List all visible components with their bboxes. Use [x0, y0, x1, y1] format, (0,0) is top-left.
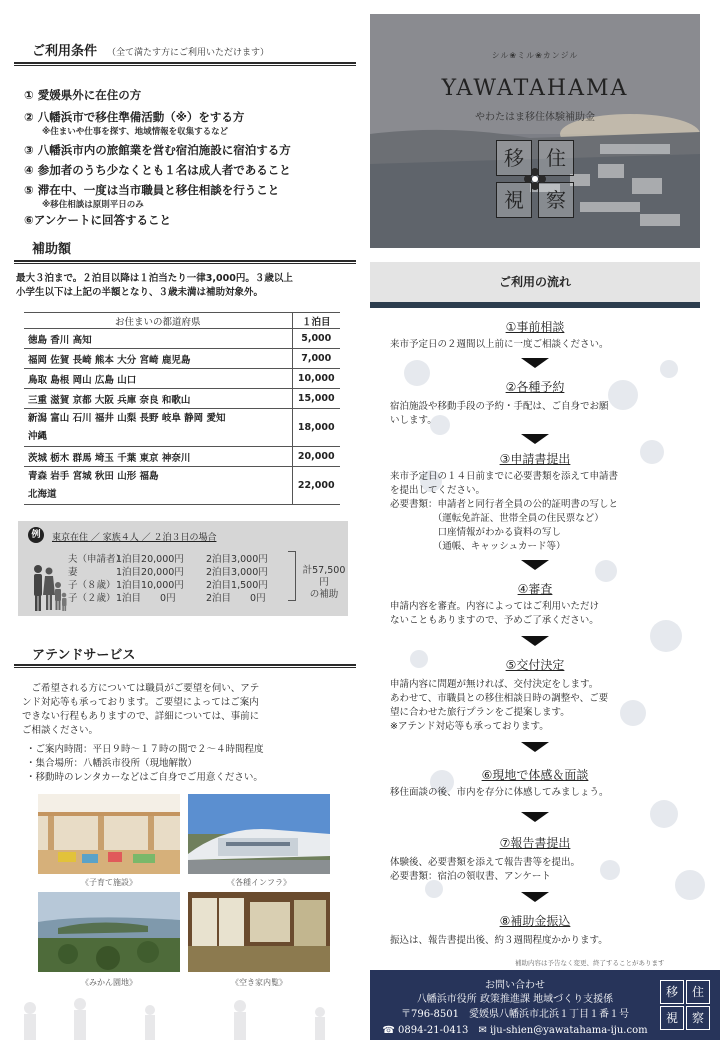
hero-subtitle: やわたはま移住体験補助金	[475, 112, 595, 123]
example-title: 東京在住 ／ 家族４人 ／ ２泊３日の場合	[52, 533, 217, 543]
hero-banner	[370, 14, 700, 248]
contact-phone-email: ☎ 0894-21-0413 ✉ iju-shien@yawatahama-iju.com	[382, 1025, 648, 1036]
footer-logo: 移 住 視 察	[660, 980, 710, 1030]
hero-char: 視	[496, 182, 532, 218]
table-row: 新潟 富山 石川 福井 山梨 長野 岐阜 静岡 愛知 沖縄 18,000	[24, 409, 340, 447]
example-row: 子（２歳）1泊目 0円 2泊目 0円	[68, 593, 266, 604]
step-3-title: ③申請書提出	[499, 452, 571, 466]
decor-dot	[660, 360, 678, 378]
conditions-rule	[14, 62, 356, 66]
subsidy-rule	[14, 260, 356, 264]
table-header-row	[24, 313, 340, 329]
example-brace	[288, 551, 296, 601]
step-8-title: ⑧補助金振込	[499, 914, 571, 928]
flow-header-bar	[370, 302, 700, 308]
example-row: 子（８歳）1泊目10,000円 2泊目1,500円	[68, 580, 268, 591]
attend-bullet: ・集合場所：八幡浜市役所（現地解散）	[26, 758, 198, 769]
step-1-title: ①事前相談	[505, 320, 565, 334]
col-amount: １泊目	[292, 313, 340, 329]
flow-arrow	[521, 742, 549, 752]
col-pref: お住まいの都道府県	[24, 313, 292, 329]
photo-childcare	[38, 794, 180, 874]
flow-arrow	[521, 892, 549, 902]
flow-arrow	[521, 812, 549, 822]
example-box	[18, 521, 348, 616]
conditions-title: ご利用条件 （全て満たす方にご利用いただけます）	[32, 44, 270, 59]
example-total: 計57,500円 の補助	[302, 565, 346, 600]
flow-arrow	[521, 358, 549, 368]
attend-bullet: ・移動時のレンタカーなどはご自身でご用意ください。	[26, 772, 263, 783]
flow-header: ご利用の流れ	[370, 262, 700, 302]
step-8-body: 振込は、報告書提出後、約３週間程度かかります。	[390, 935, 608, 946]
step-7-body: 体験後、必要書類を添えて報告書等を提出。 必要書類：宿泊の領収書、アンケート	[390, 857, 581, 882]
decor-dot	[595, 560, 617, 582]
step-3-body: 来市予定日の１４日前までに必要書類を添えて申請書 を提出してください。 必要書類：申請者と同行者全員の公的証明書の写しと （運転免許証、世帯全員の住民票など） 口座情報がわかる資料の写し （通帳、キャッシュカード等）	[390, 471, 619, 552]
caption-childcare: 《子育て施設》	[81, 878, 137, 887]
example-row: 妻 1泊目20,000円 2泊目3,000円	[68, 567, 268, 578]
attend-rule	[14, 664, 356, 668]
decor-dot	[650, 800, 678, 828]
step-4-title: ④審査	[517, 582, 553, 596]
step-6-title: ⑥現地で体感＆面談	[481, 768, 589, 782]
flower-icon	[523, 167, 547, 191]
photo-infrastructure	[188, 794, 330, 874]
table-row: 福岡 佐賀 長崎 熊本 大分 宮崎 鹿児島 7,000	[24, 349, 340, 369]
example-badge: 例	[28, 527, 44, 543]
flow-arrow	[521, 434, 549, 444]
table-row: 青森 岩手 宮城 秋田 山形 福島 北海道 22,000	[24, 467, 340, 505]
subsidy-title: 補助額	[32, 242, 72, 257]
hero-char: 住	[538, 140, 574, 176]
table-row: 三重 滋賀 京都 大阪 兵庫 奈良 和歌山 15,000	[24, 389, 340, 409]
caption-infrastructure: 《各種インフラ》	[227, 878, 291, 887]
fine-print: 補助内容は予告なく変更、終了することがあります	[515, 959, 665, 967]
condition-2: ② 八幡浜市で移住準備活動（※）をする方	[24, 110, 245, 124]
step-6-body: 移住面談の後、市内を存分に体感してみましょう。	[390, 787, 609, 798]
contact-office: 八幡浜市役所 政策推進課 地域づくり支援係	[416, 994, 614, 1005]
contact-address: 〒796-8501 愛媛県八幡浜市北浜１丁目１番１号	[401, 1009, 629, 1020]
table-row: 徳島 香川 高知 5,000	[24, 329, 340, 349]
condition-4: ④ 参加者のうち少なくとも１名は成人者であること	[24, 163, 291, 177]
condition-5-note: ※移住相談は原則平日のみ	[42, 200, 144, 210]
people-silhouettes-decoration	[0, 990, 370, 1040]
step-7-title: ⑦報告書提出	[499, 836, 571, 850]
hero-char: 移	[496, 140, 532, 176]
hero-kana: シル❀ミル❀カンジル	[491, 51, 579, 60]
flow-arrow	[521, 636, 549, 646]
subsidy-description: 最大３泊まで。２泊目以降は１泊当たり一律3,000円。３歳以上 小学生以下は上記の半額となり、３歳未満は補助対象外。	[16, 273, 293, 298]
step-4-body: 申請内容を審査。内容によってはご利用いただけ ないこともありますので、予めご了承ください。	[390, 601, 600, 626]
hero-title: YAWATAHAMA	[441, 76, 629, 101]
subsidy-table	[24, 312, 340, 505]
condition-6: ⑥アンケートに回答すること	[24, 213, 172, 227]
attend-body: ご希望される方については職員がご要望を伺い、アテ ンド対応等も承っております。ご要望によってはご案内 できない行程もありますので、詳細については、事前に ご相談ください。	[22, 683, 260, 736]
condition-3: ③ 八幡浜市内の旅館業を営む宿泊施設に宿泊する方	[24, 143, 291, 157]
condition-5: ⑤ 滞在中、一度は当市職員と移住相談を行うこと	[24, 183, 280, 197]
condition-1: ① 愛媛県外に在住の方	[24, 88, 142, 102]
caption-mikan-orchard: 《みかん園地》	[81, 978, 137, 987]
hero-char: 察	[538, 182, 574, 218]
step-5-body: 申請内容に問題が無ければ、交付決定をします。 あわせて、市職員との移住相談日時の調整や、ご要 望に合わせた旅行プランをご提案します。 ※アテンド対応等も承っております。	[390, 679, 609, 732]
contact-heading: お問い合わせ	[485, 980, 545, 991]
photo-vacant-house	[188, 892, 330, 972]
step-5-title: ⑤交付決定	[505, 658, 565, 672]
contact-footer	[370, 970, 720, 1040]
attend-bullet: ・ご案内時間：平日９時～１７時の間で２～４時間程度	[26, 744, 264, 755]
condition-2-note: ※住まいや仕事を探す、地域情報を収集するなど	[42, 127, 229, 137]
step-1-body: 来市予定日の２週間以上前に一度ご相談ください。	[390, 339, 609, 350]
photo-mikan-orchard	[38, 892, 180, 972]
step-2-body: 宿泊施設や移動手段の予約・手配は、ご自身でお願 いします。	[390, 401, 609, 426]
table-row: 鳥取 島根 岡山 広島 山口 10,000	[24, 369, 340, 389]
caption-vacant-house: 《空き家内覧》	[231, 978, 287, 987]
table-row: 茨城 栃木 群馬 埼玉 千葉 東京 神奈川 20,000	[24, 447, 340, 467]
example-row: 夫（申請者）1泊目20,000円 2泊目3,000円	[68, 554, 268, 565]
flow-arrow	[521, 560, 549, 570]
step-2-title: ②各種予約	[505, 380, 565, 394]
family-silhouette-icon	[30, 563, 68, 613]
attend-title: アテンドサービス	[32, 648, 136, 663]
hero-logo-grid	[496, 140, 574, 218]
